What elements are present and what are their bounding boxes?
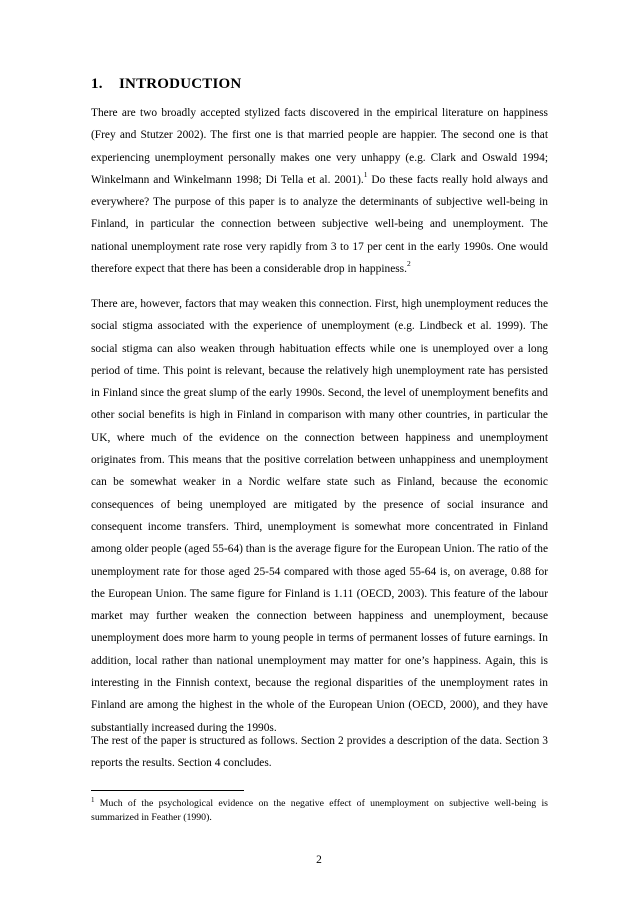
paragraph-3: The rest of the paper is structured as follows. Section 2 provides a description of the data. Section 3 reports the results. Section 4 concludes. — [91, 735, 548, 770]
paragraph-1-text-a: There are two broadly accepted stylized facts discovered in the empirical literature on happiness (Frey and Stutzer 2002). The first one is that married people are happier. The second one is that experiencing unemployment personally makes one very unhappy (e.g. Clark and Oswald 1994; Winkelmann and Winkelmann 1998; Di Tella et al. 2001). — [91, 107, 548, 186]
section-number: 1. — [91, 76, 103, 92]
paragraph-1-text-b: Do these facts really hold always and everywhere? The purpose of this paper is to analyze the determinants of subjective well-being in Finland, in particular the connection between subjective well-being and unemployment. The national unemployment rate rose very rapidly from 3 to 17 per cent in the early 1990s. One would therefore expect that there has been a considerable drop in happiness. — [91, 173, 548, 276]
footnote-ref-2[interactable]: 2 — [406, 259, 411, 269]
paragraph-2: There are, however, factors that may weaken this connection. First, high unemployment reduces the social stigma associated with the experience of unemployment (e.g. Lindbeck et al. 1999). The social stigma can also weaken through habituation effects while one is unemployed over a long period of time. This point is relevant, because the relatively high unemployment rate has persisted in Finland since the great slump of the early 1990s. Second, the level of unemployment benefits and other social benefits is high in Finland in comparison with many other countries, in particular the UK, where much of the evidence on the connection between happiness and unemployment originates from. This means that the positive correlation between unhappiness and unemployment can be somewhat weaker in a Nordic welfare state such as Finland, because the economic consequences of being unemployed are mitigated by the presence of social insurance and consequent income transfers. Third, unemployment is somewhat more concentrated in Finland among older people (aged 55-64) than is the average figure for the European Union. The ratio of the unemployment rate for those aged 25-54 compared with those aged 55-64 is, on average, 0.88 for the European Union. The same figure for Finland is 1.11 (OECD, 2003). This feature of the labour market may further weaken the connection between happiness and unemployment, because unemployment does more harm to young people in terms of permanent losses of future earnings. In addition, local rather than national unemployment may matter for one’s happiness. Again, this is interesting in the Finnish context, because the regional disparities of the unemployment rates in Finland are among the highest in the whole of the European Union (OECD, 2000), and they have substantially increased during the 1990s. — [91, 298, 548, 734]
footnote-ref-1[interactable]: 1 — [363, 169, 368, 179]
page-number: 2 — [316, 854, 322, 866]
section-heading — [91, 76, 241, 93]
footnote-separator — [91, 790, 244, 791]
footnote-marker: 1 — [91, 796, 95, 804]
footnote-1 — [91, 797, 548, 825]
paragraph-1 — [91, 102, 548, 280]
section-title: INTRODUCTION — [119, 76, 242, 92]
footnote-text: Much of the psychological evidence on the negative effect of unemployment on subjective well-being is summarized in Feather (1990). — [91, 798, 548, 823]
